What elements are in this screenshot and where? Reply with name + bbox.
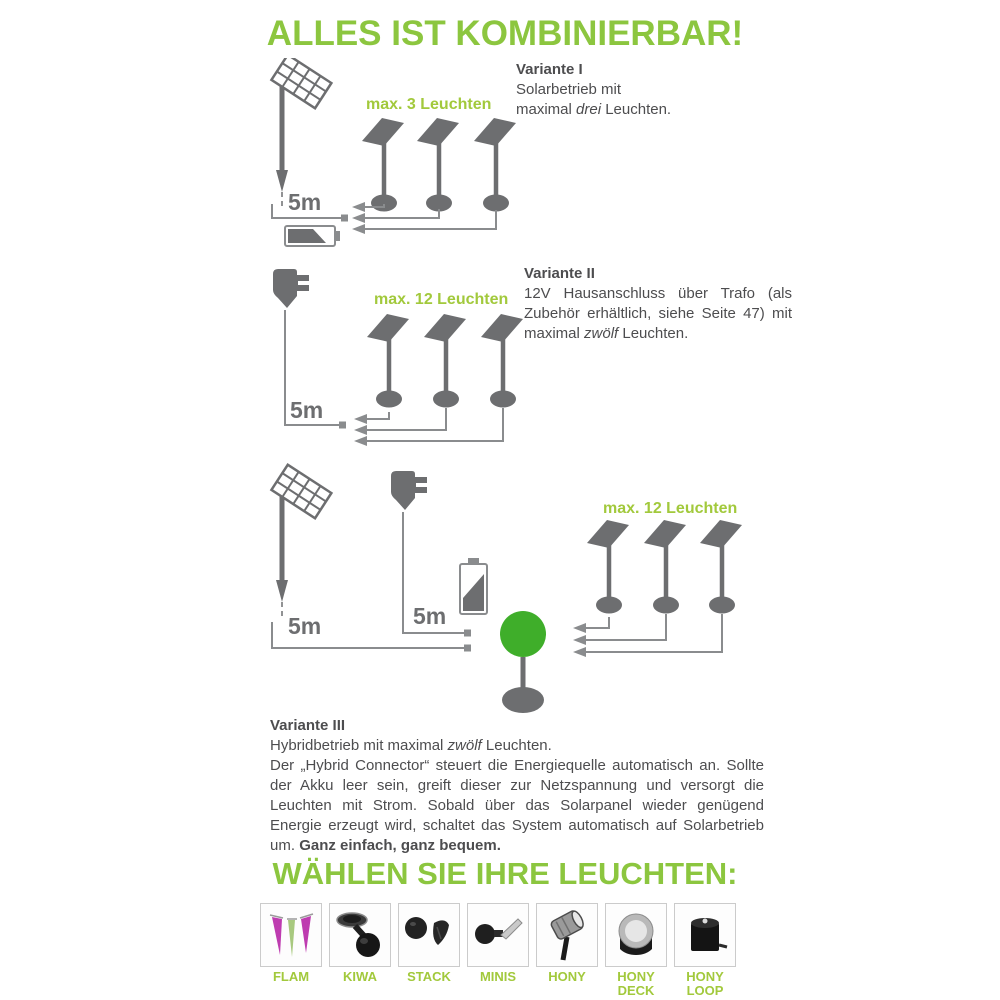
spotlight-icon [700,520,742,614]
variant2-text: Variante II 12V Hausanschluss über Trafo (als Zubehör erhältlich, siehe Seite 47) mit maximal zwölf Leuchten. [524,265,792,342]
product-stack-label: STACK [407,969,451,984]
hony-deck-light-icon [608,907,664,963]
hony-loop-light-icon [677,907,733,963]
product-flam-label: FLAM [272,969,310,984]
product-minis [467,903,529,999]
variant3-solar-cable-length-label: 5m [288,613,322,639]
variant3-max-label: max. 12 Leuchten [603,500,738,517]
spotlight-icon [424,314,466,408]
solar-panel-icon [271,58,331,206]
product-hony-deck [605,903,667,999]
spotlight-icon [587,520,629,614]
product-hony-deck-label: HONY DECK [617,969,655,999]
arrow-left-icons [573,623,586,657]
variant2-cable-length-label: 5m [290,397,324,423]
arrow-left-icons [352,202,365,234]
junction-dot [341,215,348,222]
variant1-line1: Solarbetrieb mit [516,80,622,98]
hony-light-icon [539,907,595,963]
battery-icon [285,226,340,246]
variant2-max-label: max. 12 Leuchten [374,291,509,308]
product-stack [398,903,460,999]
battery-icon [460,558,487,614]
variant1-diagram [255,58,525,253]
flam-light-icon [263,907,319,963]
plug-icon [391,471,427,510]
product-stack-thumbnail[interactable] [398,903,460,967]
spotlight-icon [644,520,686,614]
spotlight-icon [481,314,523,408]
product-hony-loop-label: HONY LOOP [686,969,724,999]
plug-icon [273,269,309,308]
variant3-heading: Variante III [270,717,346,734]
product-hony-deck-thumbnail[interactable] [605,903,667,967]
page-title: ALLES IST KOMBINIERBAR! [266,14,744,53]
hybrid-connector-icon [500,611,546,713]
minis-light-icon [470,907,526,963]
variant2-heading: Variante II [524,265,595,282]
variant1-max-label: max. 3 Leuchten [366,96,492,113]
connection-lines [586,614,722,652]
spotlight-icon [417,118,459,212]
spotlight-icon [367,314,409,408]
product-hony-thumbnail[interactable] [536,903,598,967]
product-hony-loop-thumbnail[interactable] [674,903,736,967]
junction-dot [339,422,346,429]
spotlight-icon [474,118,516,212]
solar-panel-icon [271,465,331,616]
product-hony-label: HONY [548,969,586,984]
arrow-left-icons [354,414,367,446]
variant3-body: Der „Hybrid Connector“ steuert die Energiequelle automatisch an. Sollte der Akku leer sein, greift dieser zur Netzspannung und versorgt die Leuchten mit Strom. Sobald über das Solarpanel wieder genügend Energie erzeugt wird, schaltet das System automatisch auf Solarbetrieb um. Ganz einfach, ganz bequem. [270,756,764,854]
junction-dot [464,645,471,652]
product-flam [260,903,322,999]
variant1-text [516,60,761,120]
product-kiwa [329,903,391,999]
product-kiwa-label: KIWA [343,969,377,984]
variant3-intro: Hybridbetrieb mit maximal zwölf Leuchten. [270,736,552,754]
stack-light-icon [401,907,457,963]
product-kiwa-thumbnail[interactable] [329,903,391,967]
product-minis-label: MINIS [479,969,517,984]
variant1-heading: Variante I [516,61,583,78]
product-row [260,903,736,999]
product-hony [536,903,598,999]
product-minis-thumbnail[interactable] [467,903,529,967]
junction-dot [464,630,471,637]
products-title: WÄHLEN SIE IHRE LEUCHTEN: [272,856,738,891]
variant1-cable-length-label: 5m [288,189,322,215]
product-hony-loop [674,903,736,999]
connection-lines [367,408,503,441]
variant3-plug-cable-length-label: 5m [413,603,447,629]
variant1-line2: maximal drei Leuchten. [516,100,672,118]
spotlight-icon [362,118,404,212]
variant3-text [270,716,764,856]
kiwa-light-icon [332,907,388,963]
product-flam-thumbnail[interactable] [260,903,322,967]
